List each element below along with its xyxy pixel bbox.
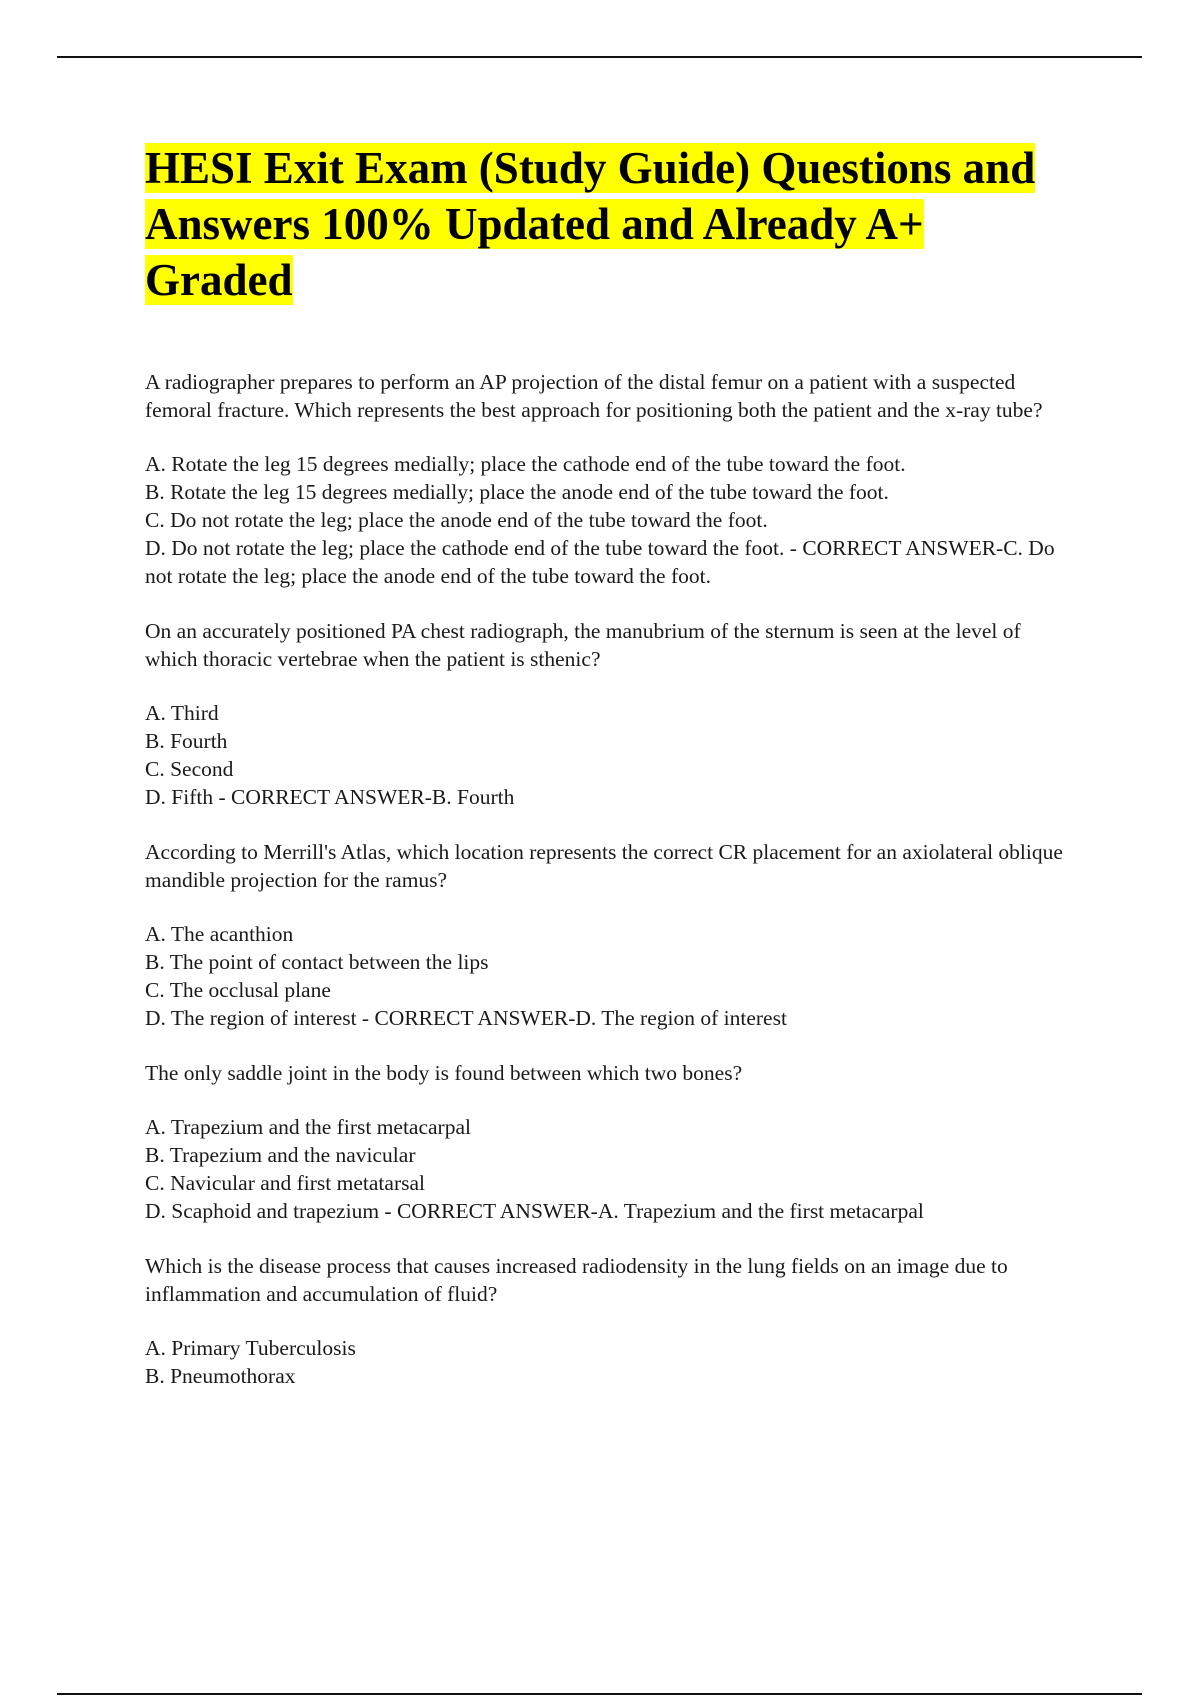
- option-item: B. Fourth: [145, 729, 228, 753]
- answer-options: [145, 920, 1075, 1032]
- option-item: C. Navicular and first metatarsal: [145, 1171, 425, 1195]
- option-item: C. Do not rotate the leg; place the anode end of the tube toward the foot.: [145, 508, 768, 532]
- document-title: [145, 140, 1075, 308]
- bottom-divider: [57, 1693, 1142, 1695]
- option-item: A. Third: [145, 701, 219, 725]
- option-item: D. Scaphoid and trapezium - CORRECT ANSWER-A. Trapezium and the first metacarpal: [145, 1199, 924, 1223]
- option-item: B. Rotate the leg 15 degrees medially; place the anode end of the tube toward the foot.: [145, 480, 889, 504]
- question-text: On an accurately positioned PA chest radiograph, the manubrium of the sternum is seen at the level of which thoracic vertebrae when the patient is sthenic?: [145, 619, 1021, 671]
- option-item: A. Trapezium and the first metacarpal: [145, 1115, 471, 1139]
- option-item: C. Second: [145, 757, 234, 781]
- document-body: [145, 140, 1075, 1417]
- question-text: Which is the disease process that causes increased radiodensity in the lung fields on an image due to inflammation and accumulation of fluid?: [145, 1254, 1008, 1306]
- option-item: B. The point of contact between the lips: [145, 950, 489, 974]
- question-text: The only saddle joint in the body is found between which two bones?: [145, 1061, 743, 1085]
- title-highlight: HESI Exit Exam (Study Guide) Questions and Answers 100% Updated and Already A+ Graded: [145, 143, 1036, 305]
- answer-options: [145, 699, 1075, 811]
- option-item: D. Fifth - CORRECT ANSWER-B. Fourth: [145, 785, 515, 809]
- option-item: D. The region of interest - CORRECT ANSWER-D. The region of interest: [145, 1006, 787, 1030]
- question-text: A radiographer prepares to perform an AP projection of the distal femur on a patient with a suspected femoral fracture. Which represents the best approach for positioning both the patient and the x-ray tube?: [145, 370, 1043, 422]
- answer-options: [145, 1113, 1075, 1225]
- question-text: According to Merrill's Atlas, which location represents the correct CR placement for an axiolateral oblique mandible projection for the ramus?: [145, 840, 1063, 892]
- option-item: B. Pneumothorax: [145, 1364, 296, 1388]
- option-item: A. Rotate the leg 15 degrees medially; place the cathode end of the tube toward the foot.: [145, 452, 906, 476]
- option-item: C. The occlusal plane: [145, 978, 331, 1002]
- answer-options: [145, 1334, 1075, 1390]
- option-item: A. Primary Tuberculosis: [145, 1336, 356, 1360]
- top-divider: [57, 56, 1142, 58]
- option-item: B. Trapezium and the navicular: [145, 1143, 416, 1167]
- option-item: D. Do not rotate the leg; place the cathode end of the tube toward the foot. - CORRECT ANSWER-C. Do not rotate the leg; place the anode end of the tube toward the foot.: [145, 536, 1055, 588]
- option-item: A. The acanthion: [145, 922, 294, 946]
- answer-options: [145, 450, 1075, 590]
